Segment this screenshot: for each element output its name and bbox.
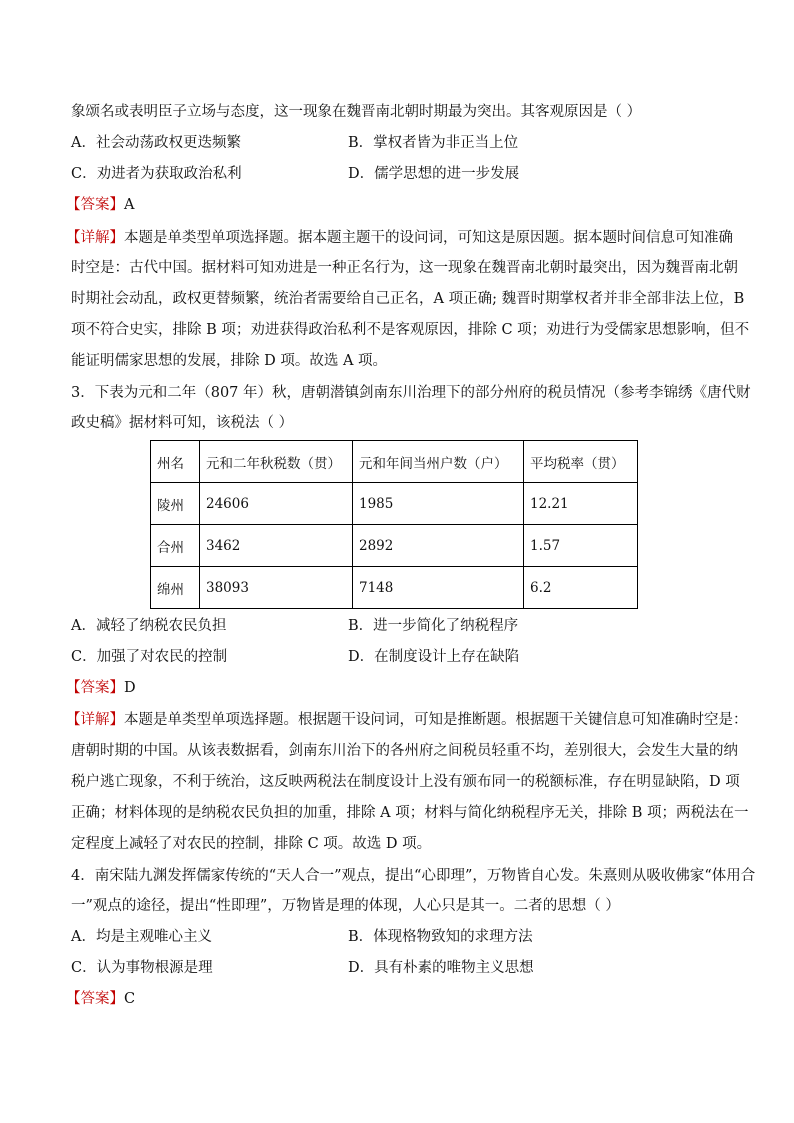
q4-option-d: D．具有朴素的唯物主义思想: [348, 960, 534, 976]
cell-rate: 6.2: [524, 567, 638, 609]
answer-value: D: [124, 680, 136, 696]
answer-label: 【答案】: [66, 197, 124, 213]
q4-option-a: A．均是主观唯心主义: [71, 929, 212, 945]
cell-prefecture: 陵州: [151, 483, 200, 525]
header-households: 元和年间当州户数（户）: [353, 441, 524, 483]
q3-stem-line-1: 3．下表为元和二年（807 年）秋，唐朝潜镇剑南东川治理下的部分州府的税员情况（参考李锦绣《唐代财: [71, 385, 751, 401]
q3-option-b: B．进一步简化了纳税程序: [348, 618, 519, 634]
q4-option-c: C．认为事物根源是理: [71, 960, 213, 976]
q3-detail-line-5: 定程度上减轻了对农民的控制，排除 C 项。故选 D 项。: [71, 836, 432, 852]
cell-households: 1985: [353, 483, 524, 525]
q2-stem: 象颂名或表明臣子立场与态度，这一现象在魏晋南北朝时期最为突出。其客观原因是（ ）: [71, 104, 642, 120]
header-tax: 元和二年秋税数（贯）: [200, 441, 353, 483]
q3-detail-line-1: [66, 710, 748, 730]
header-rate: 平均税率（贯）: [524, 441, 638, 483]
q4-option-b: B．体现格物致知的求理方法: [348, 929, 533, 945]
q2-option-d: D．儒学思想的进一步发展: [348, 166, 520, 182]
table-header-row: [151, 441, 638, 483]
cell-prefecture: 合州: [151, 525, 200, 567]
q4-stem-line-2: 一”观点的途径，提出“性即理”，万物皆是理的体现，人心只是其一。二者的思想（ ）: [71, 898, 620, 914]
cell-prefecture: 绵州: [151, 567, 200, 609]
tax-table: [150, 440, 638, 609]
detail-text: 本题是单类型单项选择题。根据题干设问词，可知是推断题。根据题干关键信息可知准确时空是：: [124, 712, 748, 728]
q2-detail-line-2: 时空是：古代中国。据材料可知劝进是一种正名行为，这一现象在魏晋南北朝时最突出，因为魏晋南北朝: [71, 260, 738, 276]
header-prefecture: 州名: [151, 441, 200, 483]
q2-option-c: C．劝进者为获取政治私利: [71, 166, 242, 182]
q4-answer: [66, 989, 135, 1009]
q2-detail-line-1: [66, 228, 733, 248]
table-row: [151, 525, 638, 567]
q2-option-a: A．社会动荡政权更迭频繁: [71, 135, 241, 151]
cell-tax: 24606: [200, 483, 353, 525]
q2-answer: [66, 195, 134, 215]
q2-detail-line-5: 能证明儒家思想的发展，排除 D 项。故选 A 项。: [71, 353, 388, 369]
q2-option-b: B．掌权者皆为非正当上位: [348, 135, 519, 151]
detail-label: 【详解】: [66, 230, 124, 246]
q3-stem-line-2: 政史稿》据材料可知，该税法（ ）: [71, 415, 294, 431]
cell-rate: 1.57: [524, 525, 638, 567]
q3-detail-line-3: 税户逃亡现象，不利于统治，这反映两税法在制度设计上没有颁布同一的税额标准，存在明显缺陷，D 项: [71, 774, 740, 790]
cell-rate: 12.21: [524, 483, 638, 525]
q3-option-c: C．加强了对农民的控制: [71, 649, 228, 665]
answer-value: C: [124, 991, 136, 1007]
q4-stem-line-1: 4．南宋陆九渊发挥儒家传统的“天人合一”观点，提出“心即理”，万物皆自心发。朱熹则从吸收佛家“体用合: [71, 868, 756, 884]
table-row: [151, 483, 638, 525]
detail-label: 【详解】: [66, 712, 124, 728]
q2-detail-line-4: 项不符合史实，排除 B 项；劝进获得政治私利不是客观原因，排除 C 项；劝进行为受儒家思想影响，但不: [71, 322, 750, 338]
cell-tax: 3462: [200, 525, 353, 567]
cell-tax: 38093: [200, 567, 353, 609]
q3-detail-line-2: 唐朝时期的中国。从该表数据看，剑南东川治下的各州府之间税员轻重不均，差别很大，会发生大量的纳: [71, 743, 738, 759]
table-row: [151, 567, 638, 609]
cell-households: 2892: [353, 525, 524, 567]
cell-households: 7148: [353, 567, 524, 609]
q2-detail-line-3: 时期社会动乱，政权更替频繁，统治者需要给自己正名，A 项正确; 魏晋时期掌权者并非全部非法上位，B: [71, 291, 745, 307]
answer-label: 【答案】: [66, 680, 124, 696]
answer-label: 【答案】: [66, 991, 124, 1007]
q3-detail-line-4: 正确；材料体现的是纳税农民负担的加重，排除 A 项；材料与简化纳税程序无关，排除 B 项；两税法在一: [71, 805, 749, 821]
q3-answer: [66, 678, 136, 698]
answer-value: A: [124, 197, 135, 213]
q3-option-d: D．在制度设计上存在缺陷: [348, 649, 520, 665]
detail-text: 本题是单类型单项选择题。据本题主题干的设问词，可知这是原因题。据本题时间信息可知准确: [124, 230, 733, 246]
q3-option-a: A．减轻了纳税农民负担: [71, 618, 227, 634]
